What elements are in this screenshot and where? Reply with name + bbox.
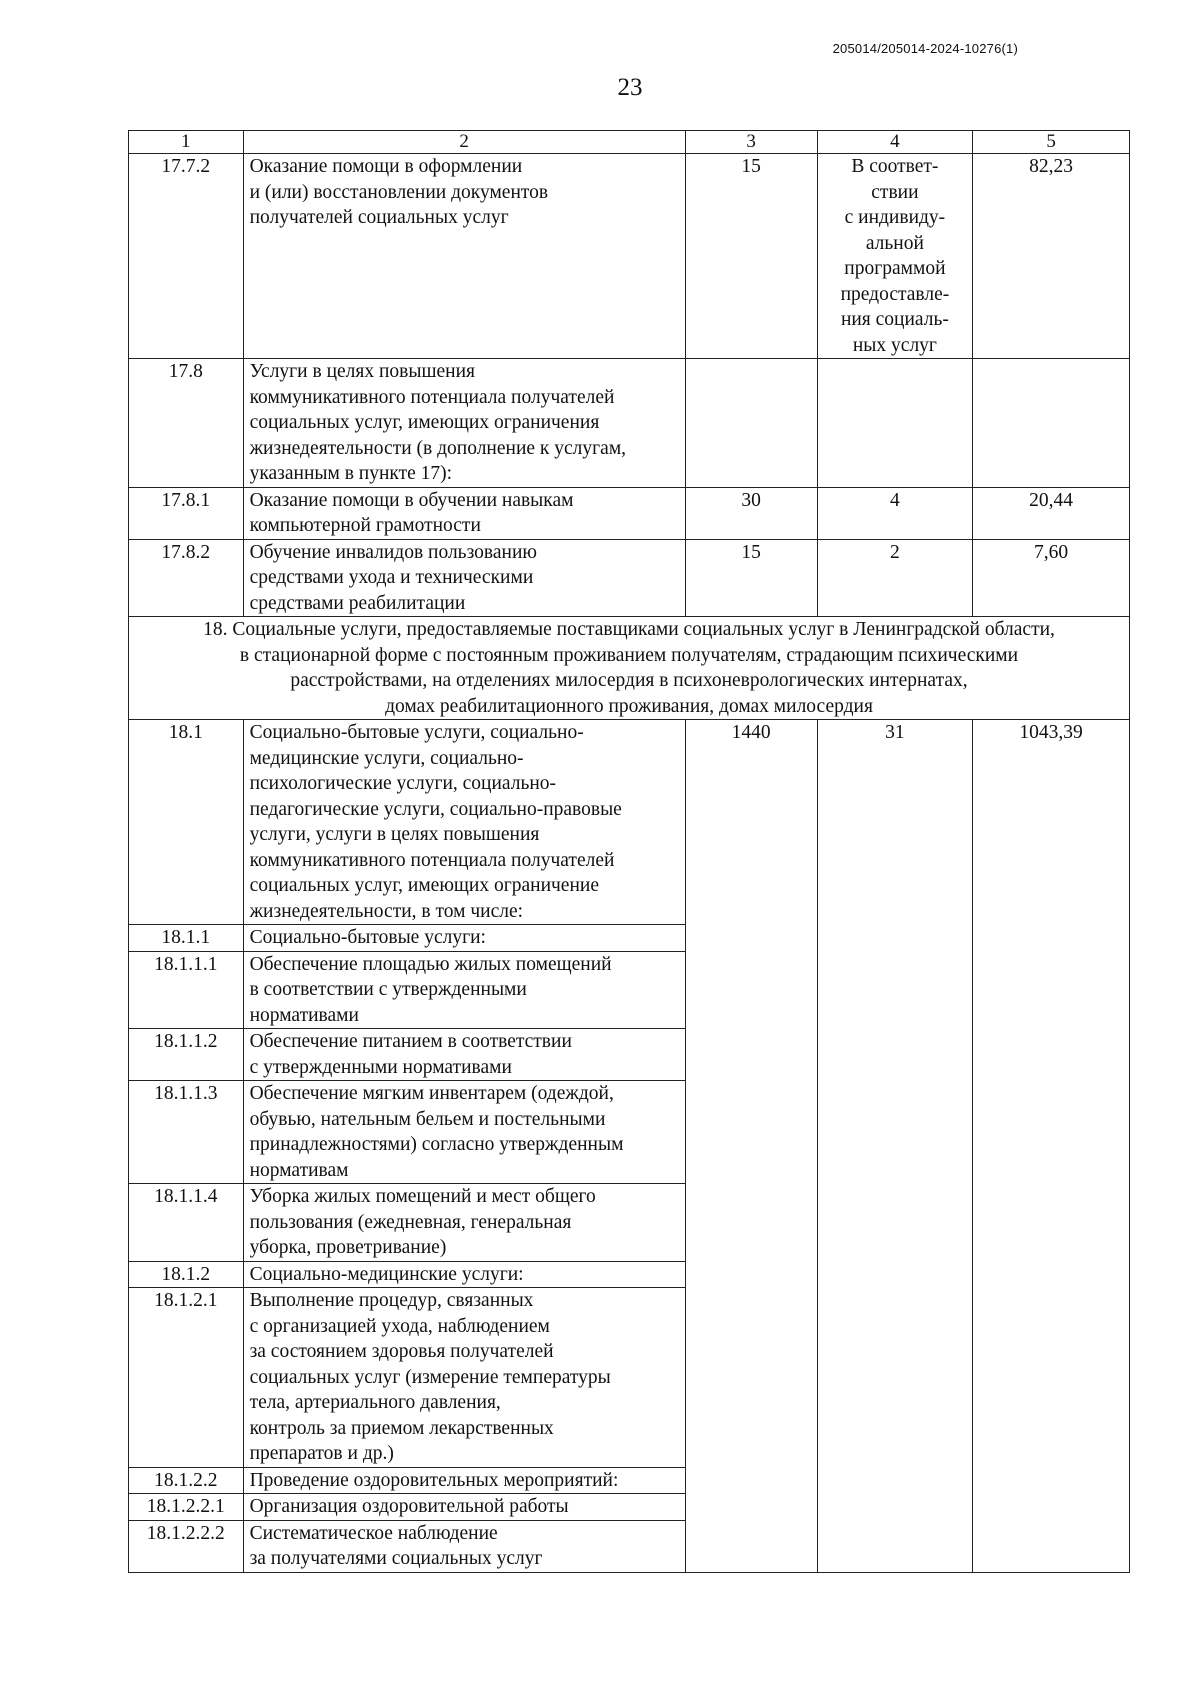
service-count: 2 xyxy=(817,539,973,617)
column-header: 4 xyxy=(817,131,973,154)
item-number: 18.1.1.3 xyxy=(129,1081,244,1184)
service-rate xyxy=(973,359,1130,488)
service-count: В соответ- ствии с индивиду- альной программой предоставле- ния социаль- ных услуг xyxy=(817,154,973,359)
table-row xyxy=(129,154,1130,359)
item-number: 18.1.1.2 xyxy=(129,1029,244,1081)
service-name: Оказание помощи в оформлении и (или) восстановлении документов получателей социальных услуг xyxy=(243,154,685,359)
table-row xyxy=(129,359,1130,488)
item-number: 18.1 xyxy=(129,720,244,925)
table-row xyxy=(129,487,1130,539)
column-header: 3 xyxy=(685,131,817,154)
services-table xyxy=(128,130,1130,1573)
section-heading: 18. Социальные услуги, предоставляемые поставщиками социальных услуг в Ленинградской области, в стационарной форме с постоянным проживанием получателям, страдающим психическими расстройствами, на отделениях милосердия в психоневрологических интернатах, домах реабилитационного проживания, домах милосердия xyxy=(129,617,1130,720)
table-row xyxy=(129,539,1130,617)
service-time: 15 xyxy=(685,539,817,617)
item-number: 18.1.1.4 xyxy=(129,1184,244,1262)
service-time xyxy=(685,359,817,488)
service-name: Уборка жилых помещений и мест общего пользования (ежедневная, генеральная уборка, проветривание) xyxy=(243,1184,685,1262)
service-rate: 1043,39 xyxy=(973,720,1130,1573)
service-count xyxy=(817,359,973,488)
service-name: Социально-медицинские услуги: xyxy=(243,1261,685,1288)
service-time: 15 xyxy=(685,154,817,359)
service-count: 31 xyxy=(817,720,973,1573)
service-time: 1440 xyxy=(685,720,817,1573)
item-number: 17.8.1 xyxy=(129,487,244,539)
table-body xyxy=(129,131,1130,1573)
item-number: 17.7.2 xyxy=(129,154,244,359)
document-id: 205014/205014-2024-10276(1) xyxy=(832,41,1018,56)
service-rate: 20,44 xyxy=(973,487,1130,539)
item-number: 17.8 xyxy=(129,359,244,488)
item-number: 17.8.2 xyxy=(129,539,244,617)
service-name: Услуги в целях повышения коммуникативного потенциала получателей социальных услуг, имеющих ограничения жизнедеятельности (в дополнение к услугам, указанным в пункте 17): xyxy=(243,359,685,488)
service-time: 30 xyxy=(685,487,817,539)
service-rate: 7,60 xyxy=(973,539,1130,617)
item-number: 18.1.2.1 xyxy=(129,1288,244,1468)
service-name: Обеспечение площадью жилых помещений в соответствии с утвержденными нормативами xyxy=(243,951,685,1029)
item-number: 18.1.1 xyxy=(129,925,244,952)
column-header: 5 xyxy=(973,131,1130,154)
service-name: Обеспечение мягким инвентарем (одеждой, обувью, нательным бельем и постельными принадлежностями) согласно утвержденным нормативам xyxy=(243,1081,685,1184)
service-name: Социально-бытовые услуги: xyxy=(243,925,685,952)
column-header: 2 xyxy=(243,131,685,154)
column-number-row xyxy=(129,131,1130,154)
service-rate: 82,23 xyxy=(973,154,1130,359)
service-name: Выполнение процедур, связанных с организацией ухода, наблюдением за состоянием здоровья получателей социальных услуг (измерение температуры тела, артериального давления, контроль за приемом лекарственных препаратов и др.) xyxy=(243,1288,685,1468)
service-name: Организация оздоровительной работы xyxy=(243,1494,685,1521)
section-row xyxy=(129,617,1130,720)
item-number: 18.1.1.1 xyxy=(129,951,244,1029)
column-header: 1 xyxy=(129,131,244,154)
service-name: Систематическое наблюдение за получателями социальных услуг xyxy=(243,1520,685,1572)
item-number: 18.1.2.2.1 xyxy=(129,1494,244,1521)
service-name: Обеспечение питанием в соответствии с утвержденными нормативами xyxy=(243,1029,685,1081)
table-row xyxy=(129,720,1130,925)
service-name: Обучение инвалидов пользованию средствами ухода и техническими средствами реабилитации xyxy=(243,539,685,617)
service-count: 4 xyxy=(817,487,973,539)
service-name: Социально-бытовые услуги, социально- медицинские услуги, социально- психологические услуги, социально- педагогические услуги, социально-правовые услуги, услуги в целях повышения коммуникативного потенциала получателей социальных услуг, имеющих ограничение жизнедеятельности, в том числе: xyxy=(243,720,685,925)
page-number: 23 xyxy=(617,74,643,101)
service-name: Проведение оздоровительных мероприятий: xyxy=(243,1467,685,1494)
item-number: 18.1.2 xyxy=(129,1261,244,1288)
item-number: 18.1.2.2 xyxy=(129,1467,244,1494)
item-number: 18.1.2.2.2 xyxy=(129,1520,244,1572)
service-name: Оказание помощи в обучении навыкам компьютерной грамотности xyxy=(243,487,685,539)
